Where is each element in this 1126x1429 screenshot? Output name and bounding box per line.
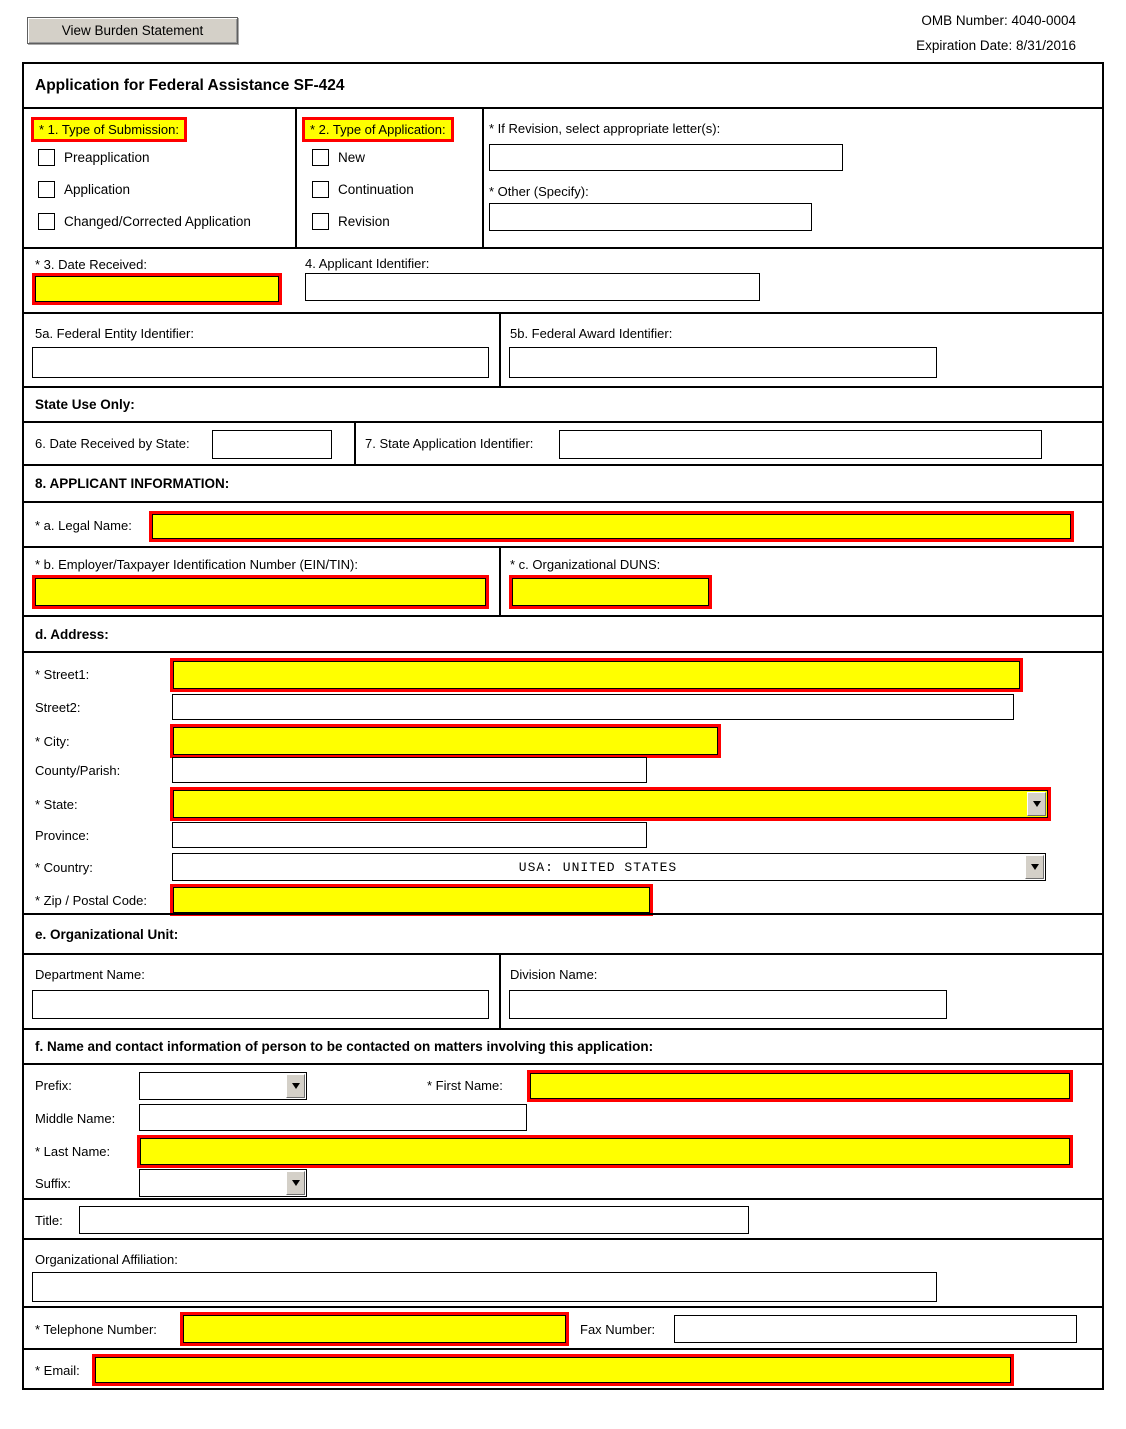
ein-label: * b. Employer/Taxpayer Identification Number (EIN/TIN): xyxy=(35,557,358,572)
county-parish-input[interactable] xyxy=(172,757,647,783)
expiration-date-text: Expiration Date: 8/31/2016 xyxy=(916,38,1076,53)
state-application-identifier-label: 7. State Application Identifier: xyxy=(365,436,534,451)
organizational-unit-header: e. Organizational Unit: xyxy=(35,926,179,942)
organizational-affiliation-input[interactable] xyxy=(32,1272,937,1302)
chevron-down-icon[interactable] xyxy=(1025,855,1044,879)
new-label: New xyxy=(338,150,366,165)
telephone-number-label: * Telephone Number: xyxy=(35,1322,157,1337)
applicant-identifier-label: 4. Applicant Identifier: xyxy=(305,256,430,271)
fax-number-input[interactable] xyxy=(674,1315,1077,1343)
continuation-checkbox[interactable] xyxy=(312,181,329,198)
divider xyxy=(499,955,501,1028)
middle-name-label: Middle Name: xyxy=(35,1111,116,1126)
date-received-input[interactable] xyxy=(32,273,282,305)
fax-number-label: Fax Number: xyxy=(580,1322,656,1337)
duns-input[interactable] xyxy=(509,575,712,609)
state-label: * State: xyxy=(35,797,78,812)
contact-person-header: f. Name and contact information of person to be contacted on matters involving this application: xyxy=(35,1039,654,1054)
continuation-label: Continuation xyxy=(338,182,414,197)
prefix-label: Prefix: xyxy=(35,1078,72,1093)
street1-input[interactable] xyxy=(170,658,1023,692)
divider xyxy=(295,109,297,247)
last-name-label: * Last Name: xyxy=(35,1144,111,1159)
email-input[interactable] xyxy=(92,1354,1014,1386)
omb-number-text: OMB Number: 4040-0004 xyxy=(921,13,1076,28)
street2-label: Street2: xyxy=(35,700,81,715)
divider xyxy=(482,109,484,247)
date-received-label: * 3. Date Received: xyxy=(35,257,148,272)
zip-postal-code-input[interactable] xyxy=(170,884,653,916)
first-name-input[interactable] xyxy=(527,1070,1073,1102)
chevron-down-icon[interactable] xyxy=(286,1171,305,1195)
application-checkbox[interactable] xyxy=(38,181,55,198)
chevron-down-icon[interactable] xyxy=(286,1074,305,1098)
duns-label: * c. Organizational DUNS: xyxy=(510,557,661,572)
changed-corrected-label: Changed/Corrected Application xyxy=(64,214,251,229)
ein-input[interactable] xyxy=(32,575,489,609)
divider xyxy=(499,314,501,386)
middle-name-input[interactable] xyxy=(139,1104,527,1131)
country-label: * Country: xyxy=(35,860,93,875)
street2-input[interactable] xyxy=(172,694,1014,720)
last-name-input[interactable] xyxy=(137,1135,1073,1168)
legal-name-input[interactable] xyxy=(149,511,1074,542)
new-checkbox[interactable] xyxy=(312,149,329,166)
date-received-by-state-input[interactable] xyxy=(212,430,332,459)
title-input[interactable] xyxy=(79,1206,749,1234)
preapplication-label: Preapplication xyxy=(64,150,150,165)
form-title: Application for Federal Assistance SF-424 xyxy=(35,76,345,94)
street1-label: * Street1: xyxy=(35,667,90,682)
type-of-application-label: * 2. Type of Application: xyxy=(302,117,454,142)
province-label: Province: xyxy=(35,828,90,843)
revision-letters-input[interactable] xyxy=(489,144,843,171)
telephone-number-input[interactable] xyxy=(180,1312,569,1346)
title-label: Title: xyxy=(35,1213,63,1228)
chevron-down-icon[interactable] xyxy=(1027,792,1046,816)
city-label: * City: xyxy=(35,734,70,749)
province-input[interactable] xyxy=(172,822,647,848)
legal-name-label: * a. Legal Name: xyxy=(35,518,132,533)
suffix-select[interactable] xyxy=(139,1169,307,1197)
revision-checkbox[interactable] xyxy=(312,213,329,230)
divider xyxy=(499,548,501,615)
revision-label: Revision xyxy=(338,214,390,229)
first-name-label: * First Name: xyxy=(427,1078,503,1093)
country-selected-value: USA: UNITED STATES xyxy=(518,859,678,875)
department-name-input[interactable] xyxy=(32,990,489,1019)
country-select[interactable] xyxy=(172,853,1046,881)
division-name-label: Division Name: xyxy=(510,967,598,982)
federal-entity-identifier-label: 5a. Federal Entity Identifier: xyxy=(35,326,194,341)
zip-postal-code-label: * Zip / Postal Code: xyxy=(35,893,147,908)
date-received-by-state-label: 6. Date Received by State: xyxy=(35,436,190,451)
suffix-label: Suffix: xyxy=(35,1176,71,1191)
sf424-form xyxy=(22,62,1104,1390)
department-name-label: Department Name: xyxy=(35,967,145,982)
divider xyxy=(354,423,356,464)
division-name-input[interactable] xyxy=(509,990,947,1019)
other-specify-input[interactable] xyxy=(489,203,812,231)
preapplication-checkbox[interactable] xyxy=(38,149,55,166)
if-revision-label: * If Revision, select appropriate letter(s): xyxy=(489,121,721,136)
applicant-identifier-input[interactable] xyxy=(305,273,760,301)
county-parish-label: County/Parish: xyxy=(35,763,121,778)
state-select[interactable] xyxy=(170,787,1051,821)
changed-corrected-checkbox[interactable] xyxy=(38,213,55,230)
prefix-select[interactable] xyxy=(139,1072,307,1100)
other-specify-label: * Other (Specify): xyxy=(489,184,589,199)
view-burden-statement-button[interactable]: View Burden Statement xyxy=(27,17,238,44)
type-of-submission-label: * 1. Type of Submission: xyxy=(31,117,187,142)
federal-award-identifier-input[interactable] xyxy=(509,347,937,378)
applicant-information-header: 8. APPLICANT INFORMATION: xyxy=(35,476,230,491)
state-use-only-header: State Use Only: xyxy=(35,397,135,412)
application-label: Application xyxy=(64,182,131,197)
federal-entity-identifier-input[interactable] xyxy=(32,347,489,378)
email-label: * Email: xyxy=(35,1363,80,1378)
federal-award-identifier-label: 5b. Federal Award Identifier: xyxy=(510,326,673,341)
city-input[interactable] xyxy=(170,724,721,758)
address-header: d. Address: xyxy=(35,626,109,642)
organizational-affiliation-label: Organizational Affiliation: xyxy=(35,1252,178,1267)
state-application-identifier-input[interactable] xyxy=(559,430,1042,459)
